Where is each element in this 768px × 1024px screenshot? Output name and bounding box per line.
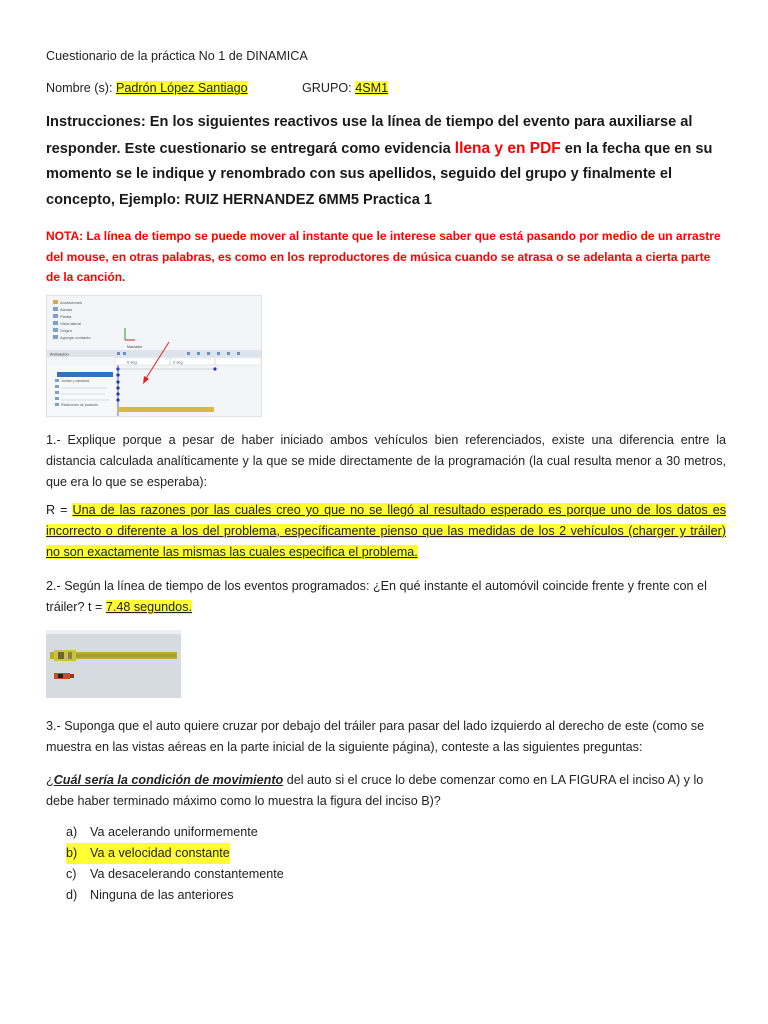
group-label: GRUPO:	[302, 81, 356, 95]
timeline-illustration	[47, 296, 261, 416]
instructions-highlight: llena y en PDF	[454, 139, 561, 157]
question-3: 3.- Suponga que el auto quiere cruzar por debajo del tráiler para pasar del lado izquierdo al derecho de este (como se muestra en las vistas aéreas en la parte inicial de la siguiente página), conteste a las siguientes preguntas:	[46, 719, 705, 754]
note: NOTA: La línea de tiempo se puede mover al instante que le interese saber que está pasando por medio de un arrastre del mouse, en otras palabras, es como en los reproductores de música cuando se atrasa o se adelanta a cierta parte de la canción.	[46, 229, 721, 284]
question-2	[46, 576, 726, 618]
name-label: Nombre (s):	[46, 81, 116, 95]
document-title: Cuestionario de la práctica No 1 de DINAMICA	[46, 49, 308, 63]
question-1: 1.- Explique porque a pesar de haber iniciado ambos vehículos bien referenciados, existe una diferencia entre la distancia calculada analíticamente y la que se mide directamente de la programación (la cual resulta menor a 30 metros, que era lo que se esperaba):	[46, 433, 726, 489]
answer-2-text: 7.48 segundos.	[105, 600, 192, 614]
timeline-tick: 2 seg	[173, 359, 183, 365]
group-value: 4SM1	[355, 81, 389, 95]
option-letter: b)	[66, 843, 90, 864]
tree-item: Relaciones de posición	[61, 403, 98, 407]
option-b	[66, 843, 284, 864]
option-letter: a)	[66, 825, 78, 839]
answer-1	[46, 500, 726, 563]
name-value: Padrón López Santiago	[115, 81, 248, 95]
instructions	[46, 110, 726, 213]
options-list	[66, 822, 284, 906]
tree-item: Origen	[60, 328, 73, 333]
option-letter: c)	[66, 867, 77, 881]
option-text-selected: Va a velocidad constante	[90, 843, 230, 864]
student-line	[46, 78, 726, 99]
condition-rest: del auto si el cruce lo debe comenzar como en LA FIGURA el inciso A) y lo debe haber terminado máximo como lo muestra la figura del inciso B)?	[46, 773, 704, 808]
option-letter: d)	[66, 888, 78, 902]
tree-item: Vista lateral	[60, 321, 81, 326]
instructions-text-1: Instrucciones: En los siguientes reactivos use la línea de tiempo del evento para auxiliarse al responder. Este cuestionario se entregará como evidencia	[46, 114, 693, 157]
tree-item: Alzado	[60, 307, 73, 312]
tree-item: Agregar contacto	[60, 335, 91, 340]
option-text: Ninguna de las anteriores	[90, 888, 234, 902]
toolbar-label: Animación	[50, 351, 69, 357]
condition-prefix: ¿	[46, 773, 54, 787]
vehicles-illustration	[46, 630, 181, 698]
marker-label: Marcador	[127, 345, 143, 349]
tree-item: Planta	[60, 314, 72, 319]
answer-label: R =	[46, 503, 73, 517]
vehicles-screenshot	[46, 630, 181, 698]
option-text: Va acelerando uniformemente	[90, 825, 258, 839]
option-d	[66, 885, 284, 906]
answer-1-text: Una de las razones por las cuales creo yo que no se llegó al resultado esperado es porque uno de los datos es incorrecto o diferente a los del problema, específicamente pienso que las medidas de los 2 vehículos (charger y tráiler) no son exactamente las mismas las cuales especifica el problema.	[46, 503, 726, 559]
instructions-text-2: en la fecha que en su momento se le indique y renombrado con sus apellidos, seguido del grupo y finalmente el concepto, Ejemplo: RUIZ HERNANDEZ 6MM5 Practica 1	[46, 140, 713, 208]
option-c	[66, 864, 284, 885]
tree-item: Anotaciones	[60, 300, 83, 305]
timeline-tick: 0 seg	[127, 359, 137, 365]
question-2-text: 2.- Según la línea de tiempo de los eventos programados: ¿En qué instante el automóvil coincide frente y frente con el tráiler? t =	[46, 579, 707, 614]
option-text: Va desacelerando constantemente	[90, 867, 284, 881]
condition-question	[46, 770, 726, 812]
timeline-screenshot	[46, 295, 262, 417]
tree-item: Juntas y cámaras	[61, 379, 90, 383]
condition-emphasis: Cuál sería la condición de movimiento	[53, 773, 284, 787]
option-a	[66, 822, 284, 843]
group-field	[302, 78, 388, 99]
